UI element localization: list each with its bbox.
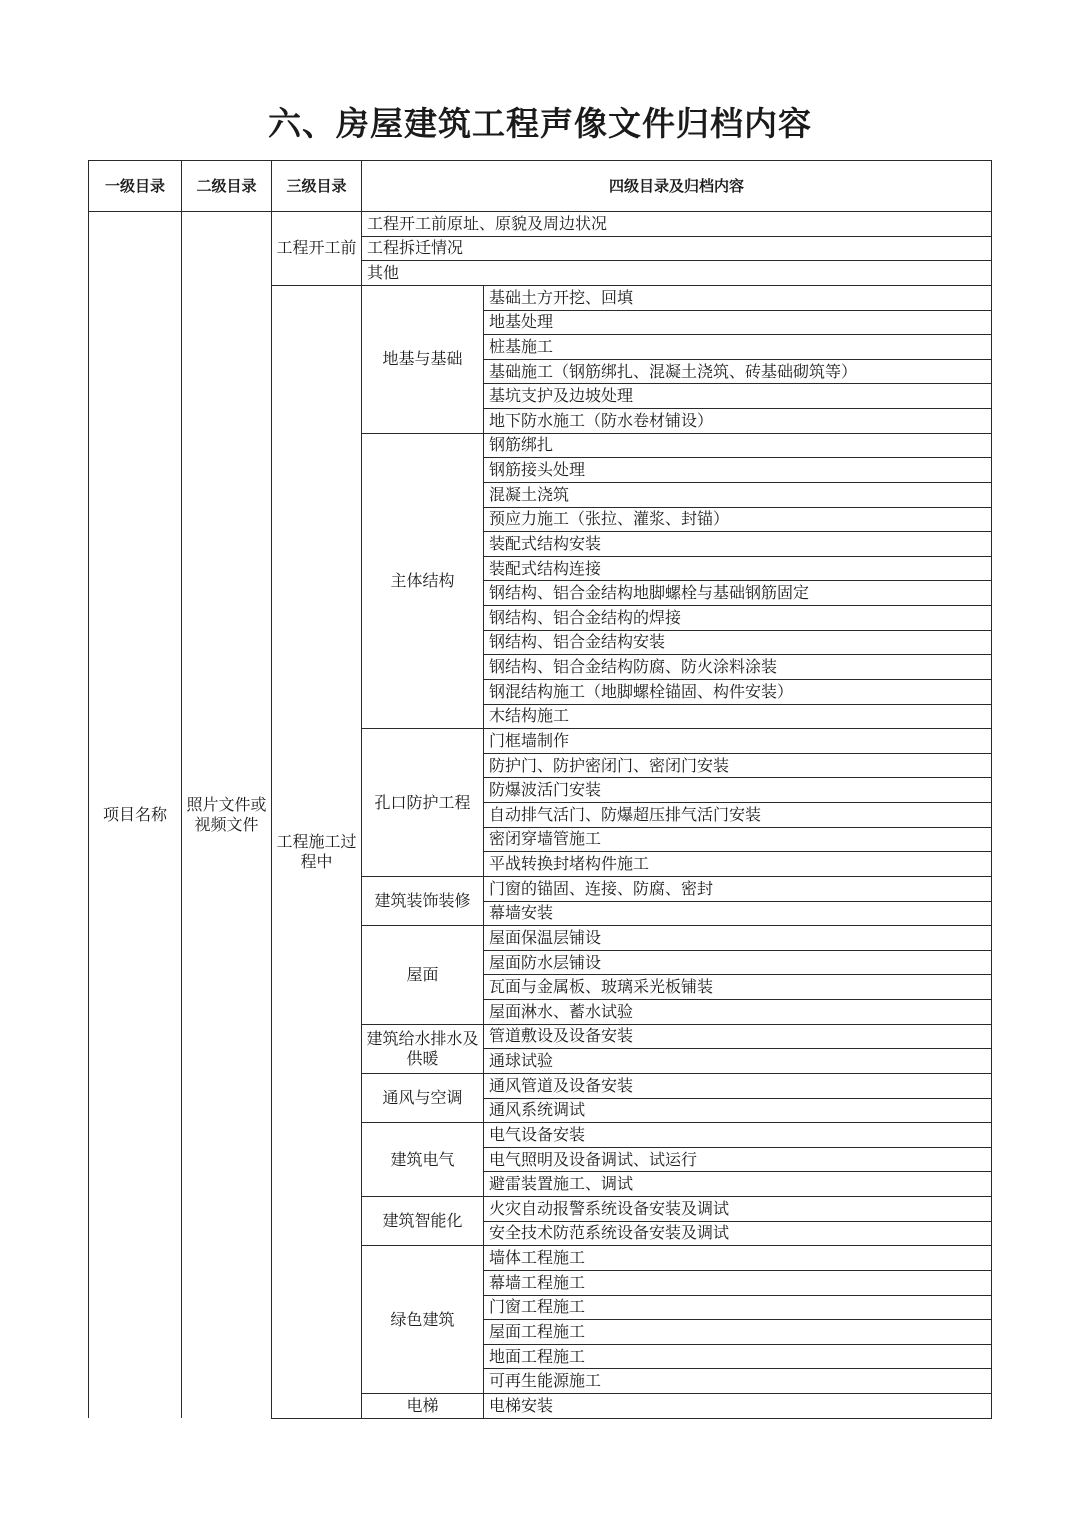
group-cell: 绿色建筑 <box>362 1246 484 1394</box>
level4-item: 装配式结构连接 <box>484 556 992 581</box>
level4-item: 屋面保温层铺设 <box>484 926 992 951</box>
level4-item: 基坑支护及边坡处理 <box>484 384 992 409</box>
header-level4: 四级目录及归档内容 <box>362 161 992 212</box>
header-level1: 一级目录 <box>89 161 182 212</box>
level4-item: 门窗工程施工 <box>484 1295 992 1320</box>
level4-item: 平战转换封堵构件施工 <box>484 852 992 877</box>
level4-item: 混凝土浇筑 <box>484 482 992 507</box>
table-row <box>89 212 992 237</box>
level3-cell: 工程开工前 <box>272 212 362 286</box>
level4-item: 门窗的锚固、连接、防腐、密封 <box>484 876 992 901</box>
level3-cell: 工程施工过程中 <box>272 285 362 1418</box>
level4-item: 火灾自动报警系统设备安装及调试 <box>484 1197 992 1222</box>
level2-cell: 照片文件或视频文件 <box>182 212 272 1419</box>
level4-item: 地基处理 <box>484 310 992 335</box>
level4-item: 避雷装置施工、调试 <box>484 1172 992 1197</box>
level4-item: 钢结构、铝合金结构防腐、防火涂料涂装 <box>484 655 992 680</box>
level4-item: 钢结构、铝合金结构地脚螺栓与基础钢筋固定 <box>484 581 992 606</box>
group-cell: 主体结构 <box>362 433 484 729</box>
group-cell: 建筑智能化 <box>362 1197 484 1246</box>
level4-item: 瓦面与金属板、玻璃采光板铺装 <box>484 975 992 1000</box>
group-cell: 建筑给水排水及供暖 <box>362 1024 484 1073</box>
level4-item: 木结构施工 <box>484 704 992 729</box>
level4-item: 电气照明及设备调试、试运行 <box>484 1147 992 1172</box>
header-row <box>89 161 992 212</box>
level4-item: 钢结构、铝合金结构的焊接 <box>484 606 992 631</box>
level4-item: 自动排气活门、防爆超压排气活门安装 <box>484 803 992 828</box>
level4-item: 屋面工程施工 <box>484 1320 992 1345</box>
level4-item: 电梯安装 <box>484 1394 992 1419</box>
archive-table <box>88 160 992 1419</box>
level4-item: 通风系统调试 <box>484 1098 992 1123</box>
level4-item: 墙体工程施工 <box>484 1246 992 1271</box>
level4-item: 通球试验 <box>484 1049 992 1074</box>
group-cell: 孔口防护工程 <box>362 729 484 877</box>
level4-item: 密闭穿墙管施工 <box>484 827 992 852</box>
level4-item: 其他 <box>362 261 992 286</box>
group-cell: 电梯 <box>362 1394 484 1419</box>
level4-item: 幕墙工程施工 <box>484 1270 992 1295</box>
level4-item: 钢筋接头处理 <box>484 458 992 483</box>
level4-item: 幕墙安装 <box>484 901 992 926</box>
level4-item: 安全技术防范系统设备安装及调试 <box>484 1221 992 1246</box>
level4-item: 防爆波活门安装 <box>484 778 992 803</box>
level4-item: 钢筋绑扎 <box>484 433 992 458</box>
level4-item: 工程开工前原址、原貌及周边状况 <box>362 212 992 237</box>
level4-item: 基础土方开挖、回填 <box>484 285 992 310</box>
group-cell: 建筑装饰装修 <box>362 876 484 925</box>
group-cell: 建筑电气 <box>362 1123 484 1197</box>
level4-item: 预应力施工（张拉、灌浆、封锚） <box>484 507 992 532</box>
level4-item: 门框墙制作 <box>484 729 992 754</box>
level4-item: 钢结构、铝合金结构安装 <box>484 630 992 655</box>
group-cell: 通风与空调 <box>362 1073 484 1122</box>
level4-item: 桩基施工 <box>484 335 992 360</box>
level4-item: 电气设备安装 <box>484 1123 992 1148</box>
page-title: 六、房屋建筑工程声像文件归档内容 <box>268 104 812 143</box>
level4-item: 基础施工（钢筋绑扎、混凝土浇筑、砖基础砌筑等） <box>484 359 992 384</box>
group-cell: 屋面 <box>362 926 484 1025</box>
level4-item: 装配式结构安装 <box>484 532 992 557</box>
level4-item: 通风管道及设备安装 <box>484 1073 992 1098</box>
level4-item: 管道敷设及设备安装 <box>484 1024 992 1049</box>
header-level2: 二级目录 <box>182 161 272 212</box>
level4-item: 防护门、防护密闭门、密闭门安装 <box>484 753 992 778</box>
level4-item: 地面工程施工 <box>484 1344 992 1369</box>
level4-item: 屋面淋水、蓄水试验 <box>484 1000 992 1025</box>
group-cell: 地基与基础 <box>362 285 484 433</box>
level4-item: 工程拆迁情况 <box>362 236 992 261</box>
level4-item: 钢混结构施工（地脚螺栓锚固、构件安装） <box>484 679 992 704</box>
level1-cell: 项目名称 <box>89 212 182 1419</box>
level4-item: 地下防水施工（防水卷材铺设） <box>484 409 992 434</box>
header-level3: 三级目录 <box>272 161 362 212</box>
level4-item: 可再生能源施工 <box>484 1369 992 1394</box>
level4-item: 屋面防水层铺设 <box>484 950 992 975</box>
